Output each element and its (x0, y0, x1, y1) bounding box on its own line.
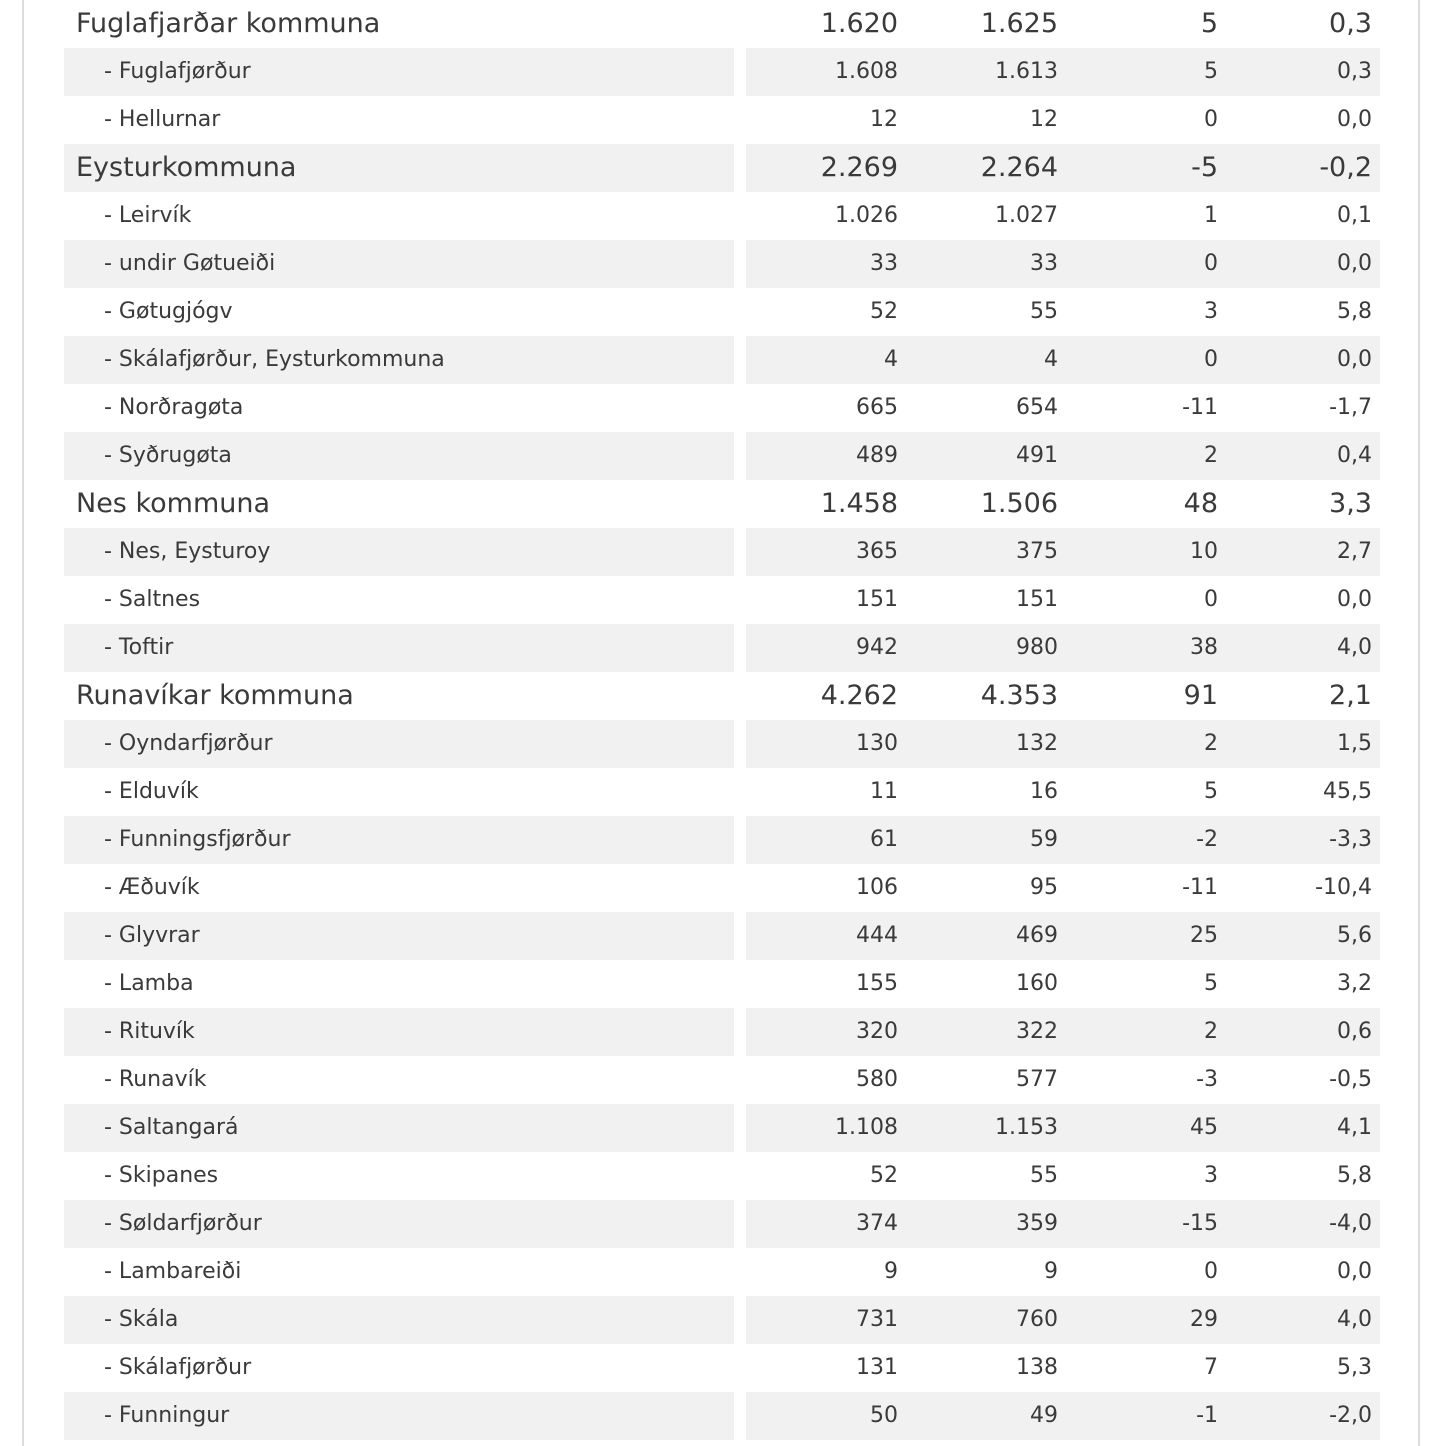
value-col-2: 322 (898, 1008, 1058, 1056)
change-value: 5 (1204, 779, 1218, 804)
change-percent: 0,0 (1218, 240, 1380, 288)
value-col-1: 50 (746, 1392, 898, 1440)
value-col-2: 1.506 (980, 488, 1058, 519)
place-name: - Skálafjørður, Eysturkommuna (64, 336, 734, 384)
change-value: -2 (1058, 816, 1218, 864)
value-col-1: 489 (746, 432, 898, 480)
place-name: - Skálafjørður (104, 1355, 252, 1380)
place-name: - Toftir (64, 624, 734, 672)
value-col-1: 320 (746, 1008, 898, 1056)
table-row (64, 1056, 1380, 1104)
value-col-2: 4 (898, 336, 1058, 384)
place-name: - Elduvík (104, 779, 199, 804)
change-value: 45 (1058, 1104, 1218, 1152)
change-percent: 0,0 (1337, 1259, 1372, 1284)
place-name: - Lamba (104, 971, 194, 996)
change-percent: -4,0 (1218, 1200, 1380, 1248)
table-row (64, 336, 1380, 384)
table-row (64, 432, 1380, 480)
value-col-2: 12 (1030, 107, 1058, 132)
value-col-1: 1.608 (746, 48, 898, 96)
place-name: - Norðragøta (104, 395, 244, 420)
value-col-2: 49 (898, 1392, 1058, 1440)
change-value: 91 (1183, 680, 1218, 711)
table-row (64, 960, 1380, 1008)
value-col-2: 132 (898, 720, 1058, 768)
value-col-1: 33 (746, 240, 898, 288)
change-percent: -10,4 (1315, 875, 1372, 900)
value-col-2: 1.625 (980, 8, 1058, 39)
change-value: 0 (1204, 587, 1218, 612)
change-percent: 0,1 (1337, 203, 1372, 228)
value-col-2: 1.027 (995, 203, 1058, 228)
change-percent: 0,0 (1337, 107, 1372, 132)
table-row (64, 96, 1380, 144)
value-col-1: 731 (746, 1296, 898, 1344)
table-row (64, 48, 1380, 96)
place-name: - Funningur (64, 1392, 734, 1440)
change-value: 5 (1204, 971, 1218, 996)
value-col-2: 33 (898, 240, 1058, 288)
value-col-1: 130 (746, 720, 898, 768)
change-value: 0 (1058, 240, 1218, 288)
value-col-2: 760 (898, 1296, 1058, 1344)
change-value: -3 (1196, 1067, 1218, 1092)
value-col-1: 151 (856, 587, 898, 612)
table-row (64, 768, 1380, 816)
value-col-2: 1.153 (898, 1104, 1058, 1152)
place-name: - Gøtugjógv (104, 299, 233, 324)
place-name: Nes kommuna (76, 488, 271, 519)
change-value: -11 (1182, 875, 1218, 900)
change-percent: 5,3 (1337, 1355, 1372, 1380)
change-percent: -3,3 (1218, 816, 1380, 864)
change-percent: 0,4 (1218, 432, 1380, 480)
place-name: - Søldarfjørður (64, 1200, 734, 1248)
table-row (64, 240, 1380, 288)
change-percent: -2,0 (1218, 1392, 1380, 1440)
change-value: 10 (1058, 528, 1218, 576)
place-name: - Syðrugøta (64, 432, 734, 480)
value-col-2: 1.613 (898, 48, 1058, 96)
value-col-1: 1.620 (820, 8, 898, 39)
value-col-1: 4 (746, 336, 898, 384)
value-col-1: 106 (856, 875, 898, 900)
table-row (64, 864, 1380, 912)
value-col-1: 374 (746, 1200, 898, 1248)
table-row (64, 1248, 1380, 1296)
table-row (64, 1152, 1380, 1200)
value-col-2: 55 (1030, 1163, 1058, 1188)
value-col-2: 151 (1016, 587, 1058, 612)
change-value: -15 (1058, 1200, 1218, 1248)
change-percent: 3,3 (1329, 488, 1372, 519)
value-col-2: 359 (898, 1200, 1058, 1248)
change-percent: 4,1 (1218, 1104, 1380, 1152)
change-value: 0 (1058, 336, 1218, 384)
value-col-1: 942 (746, 624, 898, 672)
table-row (64, 720, 1380, 768)
population-table (64, 0, 1380, 1440)
value-col-1: 365 (746, 528, 898, 576)
value-col-2: 469 (898, 912, 1058, 960)
place-name: - Skipanes (104, 1163, 219, 1188)
place-name: Runavíkar kommuna (76, 680, 354, 711)
change-value: -11 (1182, 395, 1218, 420)
municipality-row (64, 144, 1380, 192)
change-percent: 45,5 (1323, 779, 1372, 804)
change-value: 2 (1058, 432, 1218, 480)
change-value: 1 (1204, 203, 1218, 228)
place-name: - Æðuvík (104, 875, 200, 900)
place-name: - Oyndarfjørður (64, 720, 734, 768)
place-name: Fuglafjarðar kommuna (76, 8, 381, 39)
change-value: 25 (1058, 912, 1218, 960)
table-row (64, 1392, 1380, 1440)
table-row (64, 576, 1380, 624)
change-percent: 0,6 (1218, 1008, 1380, 1056)
change-value: 3 (1204, 299, 1218, 324)
value-col-2: 55 (1030, 299, 1058, 324)
change-value: 5 (1058, 48, 1218, 96)
value-col-1: 12 (870, 107, 898, 132)
change-value: 0 (1204, 1259, 1218, 1284)
change-value: 2 (1058, 1008, 1218, 1056)
table-row (64, 192, 1380, 240)
value-col-2: 980 (898, 624, 1058, 672)
change-percent: 2,1 (1329, 680, 1372, 711)
place-name: - Leirvík (104, 203, 192, 228)
change-percent: 0,0 (1218, 336, 1380, 384)
table-row (64, 1344, 1380, 1392)
table-row (64, 384, 1380, 432)
change-percent: 0,3 (1218, 48, 1380, 96)
value-col-2: 138 (1016, 1355, 1058, 1380)
change-percent: 2,7 (1218, 528, 1380, 576)
place-name: - Nes, Eysturoy (64, 528, 734, 576)
place-name: - Glyvrar (64, 912, 734, 960)
change-percent: -0,5 (1329, 1067, 1372, 1092)
place-name: - Fuglafjørður (64, 48, 734, 96)
value-col-1: 61 (746, 816, 898, 864)
value-col-1: 580 (856, 1067, 898, 1092)
value-col-2: 160 (1016, 971, 1058, 996)
change-percent: 3,2 (1337, 971, 1372, 996)
place-name: - Skála (64, 1296, 734, 1344)
change-value: -5 (1058, 144, 1218, 192)
value-col-2: 2.264 (898, 144, 1058, 192)
place-name: - Runavík (104, 1067, 207, 1092)
place-name: - Saltangará (64, 1104, 734, 1152)
change-percent: 1,5 (1218, 720, 1380, 768)
change-value: 3 (1204, 1163, 1218, 1188)
table-row (64, 1104, 1380, 1152)
value-col-1: 155 (856, 971, 898, 996)
change-percent: 4,0 (1218, 1296, 1380, 1344)
change-value: 5 (1200, 8, 1218, 39)
value-col-1: 131 (856, 1355, 898, 1380)
value-col-1: 444 (746, 912, 898, 960)
table-row (64, 1200, 1380, 1248)
change-value: 0 (1204, 107, 1218, 132)
change-value: 7 (1204, 1355, 1218, 1380)
value-col-2: 491 (898, 432, 1058, 480)
value-col-2: 16 (1030, 779, 1058, 804)
value-col-1: 11 (870, 779, 898, 804)
municipality-row (64, 0, 1380, 48)
value-col-2: 95 (1030, 875, 1058, 900)
change-value: 29 (1058, 1296, 1218, 1344)
value-col-2: 375 (898, 528, 1058, 576)
value-col-1: 52 (870, 1163, 898, 1188)
change-value: -1 (1058, 1392, 1218, 1440)
change-percent: -1,7 (1329, 395, 1372, 420)
table-row (64, 1296, 1380, 1344)
value-col-2: 9 (1044, 1259, 1058, 1284)
value-col-1: 665 (856, 395, 898, 420)
table-row (64, 528, 1380, 576)
table-row (64, 816, 1380, 864)
place-name: Eysturkommuna (64, 144, 734, 192)
table-row (64, 288, 1380, 336)
value-col-2: 654 (1016, 395, 1058, 420)
value-col-2: 59 (898, 816, 1058, 864)
table-row (64, 624, 1380, 672)
municipality-row (64, 672, 1380, 720)
municipality-row (64, 480, 1380, 528)
place-name: - Rituvík (64, 1008, 734, 1056)
value-col-1: 2.269 (746, 144, 898, 192)
value-col-1: 1.458 (820, 488, 898, 519)
place-name: - Saltnes (104, 587, 201, 612)
change-percent: 4,0 (1218, 624, 1380, 672)
place-name: - Funningsfjørður (64, 816, 734, 864)
value-col-1: 1.108 (746, 1104, 898, 1152)
value-col-2: 577 (1016, 1067, 1058, 1092)
change-value: 48 (1183, 488, 1218, 519)
change-value: 38 (1058, 624, 1218, 672)
value-col-2: 4.353 (980, 680, 1058, 711)
change-percent: 0,0 (1337, 587, 1372, 612)
change-percent: 5,6 (1218, 912, 1380, 960)
table-row (64, 912, 1380, 960)
change-percent: 5,8 (1337, 1163, 1372, 1188)
value-col-1: 4.262 (820, 680, 898, 711)
table-row (64, 1008, 1380, 1056)
value-col-1: 52 (870, 299, 898, 324)
change-percent: 0,3 (1329, 8, 1372, 39)
place-name: - undir Gøtueiði (64, 240, 734, 288)
place-name: - Hellurnar (104, 107, 221, 132)
value-col-1: 1.026 (835, 203, 898, 228)
change-percent: 5,8 (1337, 299, 1372, 324)
change-value: 2 (1058, 720, 1218, 768)
change-percent: -0,2 (1218, 144, 1380, 192)
value-col-1: 9 (884, 1259, 898, 1284)
place-name: - Lambareiði (104, 1259, 242, 1284)
